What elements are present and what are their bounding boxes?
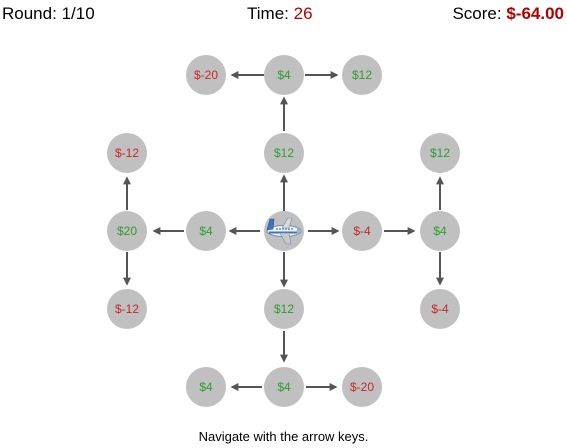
node-up-left [186,55,226,95]
node-up-right-value: $12 [351,68,373,82]
node-right-far [420,211,460,251]
node-left-far [107,211,147,251]
node-up-left-value: $-20 [193,68,219,82]
node-down-mid [264,289,304,329]
node-up-top [264,55,304,95]
node-down-bottom-value: $4 [277,380,291,394]
node-right-near-value: $-4 [353,224,371,238]
node-up-right [342,55,382,95]
score-value: $-64.00 [506,4,564,23]
node-down-left-value: $4 [199,380,213,394]
time-label: Time: [247,4,289,23]
score-label: Score: [452,4,502,23]
node-left-near [186,211,226,251]
node-up-mid [264,133,304,173]
node-left-bottom [107,289,147,329]
node-up-mid-value: $12 [273,146,295,160]
node-down-left [186,367,226,407]
instructions-text: Navigate with the arrow keys. [198,429,369,444]
node-left-top-value: $-12 [114,146,140,160]
node-right-top-value: $12 [429,146,451,160]
node-left-bottom-value: $-12 [114,302,140,316]
node-right-bottom-value: $-4 [431,302,449,316]
node-right-bottom [420,289,460,329]
node-up-top-value: $4 [277,68,291,82]
node-right-top [420,133,460,173]
node-down-right-value: $-20 [349,380,375,394]
node-right-near [342,211,382,251]
time-value: 26 [293,4,313,23]
round-value: 1/10 [61,4,95,23]
node-down-mid-value: $12 [273,302,295,316]
node-left-far-value: $20 [116,224,138,238]
node-left-top [107,133,147,173]
node-down-right [342,367,382,407]
round-label: Round: [2,4,57,23]
player-node [264,211,304,251]
node-left-near-value: $4 [199,224,213,238]
node-right-far-value: $4 [433,224,447,238]
node-down-bottom [264,367,304,407]
